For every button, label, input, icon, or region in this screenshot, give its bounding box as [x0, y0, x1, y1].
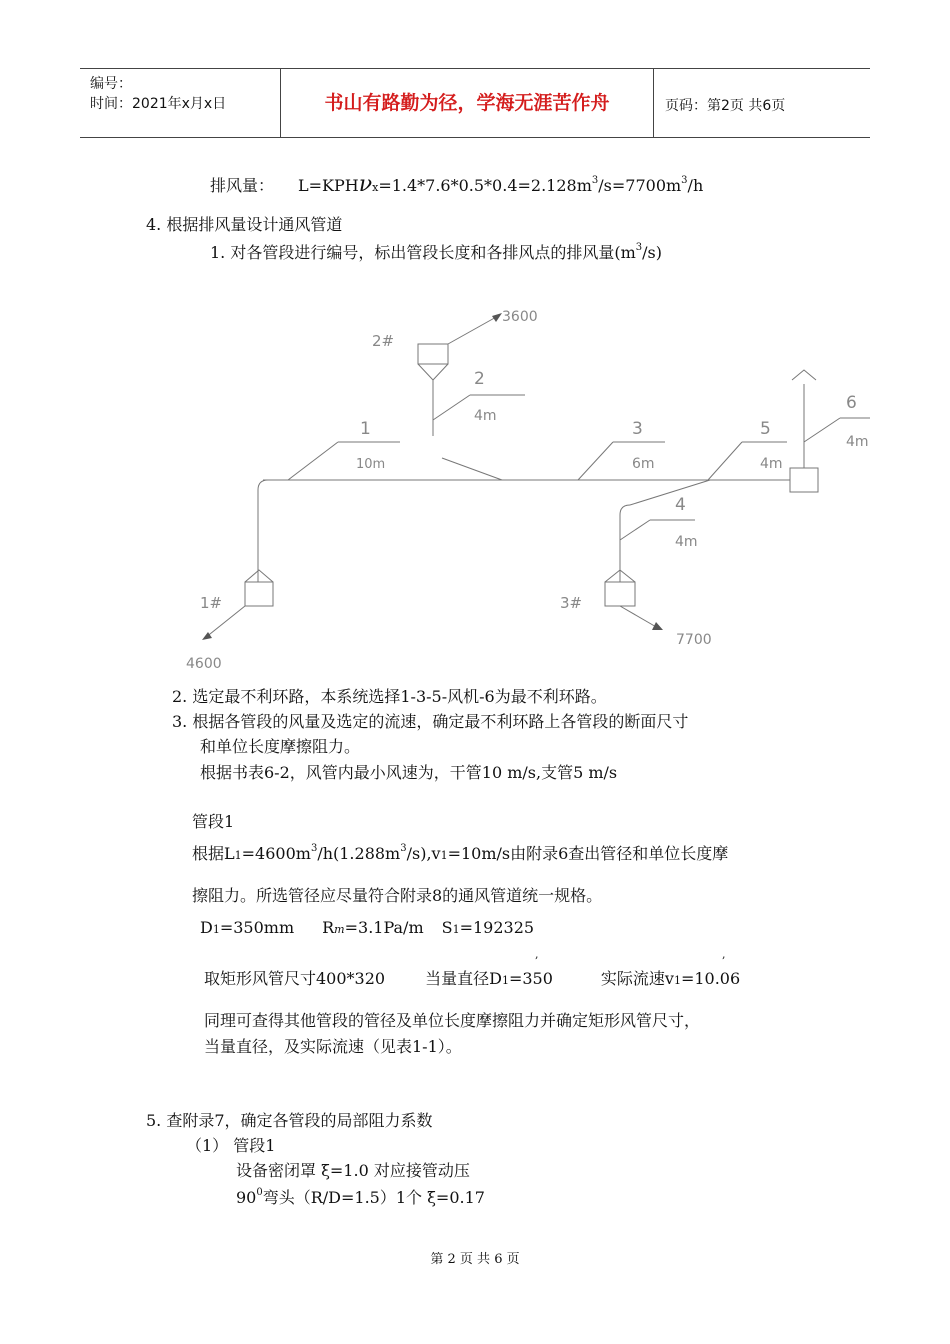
subscript: 1	[501, 974, 509, 987]
pipe1-note-line2: 当量直径，及实际流速（见表1-1）。	[204, 1037, 462, 1056]
segment-3-label: 3	[632, 419, 643, 439]
hood-2-label: 2#	[372, 332, 395, 350]
formula-mid: =1.4*7.6*0.5*0.4=2.128m	[378, 176, 592, 195]
section4-step3-line1: 3. 根据各管段的风量及选定的流速，确定最不利环路上各管段的断面尺寸	[172, 712, 689, 731]
s-value: =192325	[459, 918, 535, 937]
subscript: 1	[212, 923, 220, 936]
exhaust-formula	[210, 172, 703, 197]
subscript: 1	[234, 849, 242, 862]
segment-1-label: 1	[360, 419, 371, 439]
hood-2-box	[418, 344, 448, 364]
flow-label-3600: 3600	[502, 309, 538, 325]
exponent: 3	[400, 843, 407, 854]
fan-box	[790, 468, 818, 492]
section4-step1	[210, 240, 662, 263]
pipe1-line1-d: /s),v	[406, 844, 441, 863]
actual-velocity-value: =10.06	[680, 969, 741, 988]
page-header	[80, 68, 870, 138]
flow-label-7700: 7700	[676, 632, 712, 648]
section4-step3-line2: 和单位长度摩擦阻力。	[200, 737, 361, 756]
header-motto: 书山有路勤为径，学海无涯苦作舟	[281, 69, 654, 137]
pipe1-title: 管段1	[192, 812, 235, 831]
segment-5-label: 5	[760, 419, 771, 439]
subscript: m	[334, 923, 345, 936]
formula-end: /h	[687, 176, 704, 195]
section4-title: 4. 根据排风量设计通风管道	[146, 215, 343, 234]
pipe1-line1	[192, 841, 728, 864]
segment-1-length: 10m	[356, 457, 386, 472]
section5-item1: 设备密闭罩 ξ=1.0 对应接管动压	[236, 1161, 470, 1180]
exhaust-label: 排风量：	[210, 176, 275, 195]
hood-2-cone	[418, 364, 448, 380]
header-meta-cell	[80, 69, 281, 137]
formula-mid2: /s=7700m	[598, 176, 682, 195]
unit-exponent: 3	[591, 175, 599, 186]
step1-text: 1. 对各管段进行编号，标出管段长度和各排风点的排风量(m	[210, 243, 636, 262]
pipe1-rect-line	[204, 966, 740, 989]
arrow-head-3600	[492, 313, 502, 322]
exponent: 3	[310, 843, 318, 854]
hood-3-label: 3#	[560, 594, 583, 612]
segment-6-length: 4m	[846, 434, 869, 450]
actual-velocity-text: 实际流速v	[600, 969, 674, 988]
pipe1-line1-a: 根据L	[192, 844, 235, 863]
pipe1-line1-e: =10m/s由附录6查出管径和单位长度摩	[447, 844, 729, 863]
hood-1-label: 1#	[200, 594, 223, 612]
section5-title: 5. 查附录7，确定各管段的局部阻力系数	[146, 1111, 433, 1130]
header-page-info: 页码：第2页 共6页	[665, 98, 786, 114]
segment-5-length: 4m	[760, 456, 783, 472]
degree-mark: 0	[256, 1187, 263, 1198]
segment-4-label: 4	[675, 495, 686, 515]
flow-arrow-3600	[448, 316, 498, 344]
section4-step3-line3: 根据书表6-2，风管内最小风速为，干管10 m/s,支管5 m/s	[200, 763, 618, 782]
pipe1-line1-b: =4600m	[241, 844, 311, 863]
angle-value: 90	[236, 1188, 257, 1207]
flow-arrow-7700	[620, 606, 658, 628]
flow-label-4600: 4600	[186, 656, 222, 672]
equivalent-diameter-text: 当量直径D	[425, 969, 502, 988]
hood-3-box	[605, 582, 635, 606]
subscript: 1	[673, 974, 681, 987]
hood-1-box	[245, 582, 273, 606]
pipe1-line1-c: /h(1.288m	[317, 844, 401, 863]
prime-mark-1: ,	[535, 948, 539, 961]
segment-3-length: 6m	[632, 456, 655, 472]
rect-size-text: 取矩形风管尺寸400*320	[204, 969, 386, 988]
pipe1-note-line1: 同理可查得其他管段的管径及单位长度摩擦阻力并确定矩形风管尺寸，	[204, 1011, 701, 1030]
duct-network-diagram	[180, 300, 880, 680]
segment-6-label: 6	[846, 393, 857, 413]
velocity-symbol: ν	[358, 172, 373, 197]
d-value: =350mm	[219, 918, 295, 937]
s-label: S	[441, 918, 453, 937]
section5-sub1: （1） 管段1	[186, 1136, 276, 1155]
number-label: 编号：	[90, 76, 132, 92]
formula-prefix: L=KPH	[298, 176, 359, 195]
segment-2-length: 4m	[474, 408, 497, 424]
d-label: D	[200, 918, 213, 937]
step1-exponent: 3	[635, 242, 643, 253]
subscript: 1	[452, 923, 460, 936]
prime-mark-2: ,	[722, 948, 726, 961]
velocity-subscript: x	[372, 181, 379, 194]
section4-step2: 2. 选定最不利环路，本系统选择1-3-5-风机-6为最不利环路。	[172, 687, 607, 706]
step1-unit: /s)	[642, 243, 662, 262]
r-label: R	[322, 918, 335, 937]
time-label: 时间：2021年x月x日	[90, 96, 227, 112]
pipe1-params	[200, 918, 534, 937]
equivalent-diameter-value: =350	[508, 969, 553, 988]
section5-item2	[236, 1185, 485, 1208]
pipe1-line2: 擦阻力。所选管径应尽量符合附录8的通风管道统一规格。	[192, 886, 603, 905]
duct-segment-4	[630, 480, 710, 505]
unit-exponent: 3	[681, 175, 688, 186]
segment-2-label: 2	[474, 369, 485, 389]
subscript: 1	[440, 849, 448, 862]
segment-4-length: 4m	[675, 534, 698, 550]
page-footer: 第 2 页 共 6 页	[430, 1252, 520, 1267]
elbow-text: 弯头（R/D=1.5）1个 ξ=0.17	[262, 1188, 485, 1207]
r-value: =3.1Pa/m	[344, 918, 424, 937]
